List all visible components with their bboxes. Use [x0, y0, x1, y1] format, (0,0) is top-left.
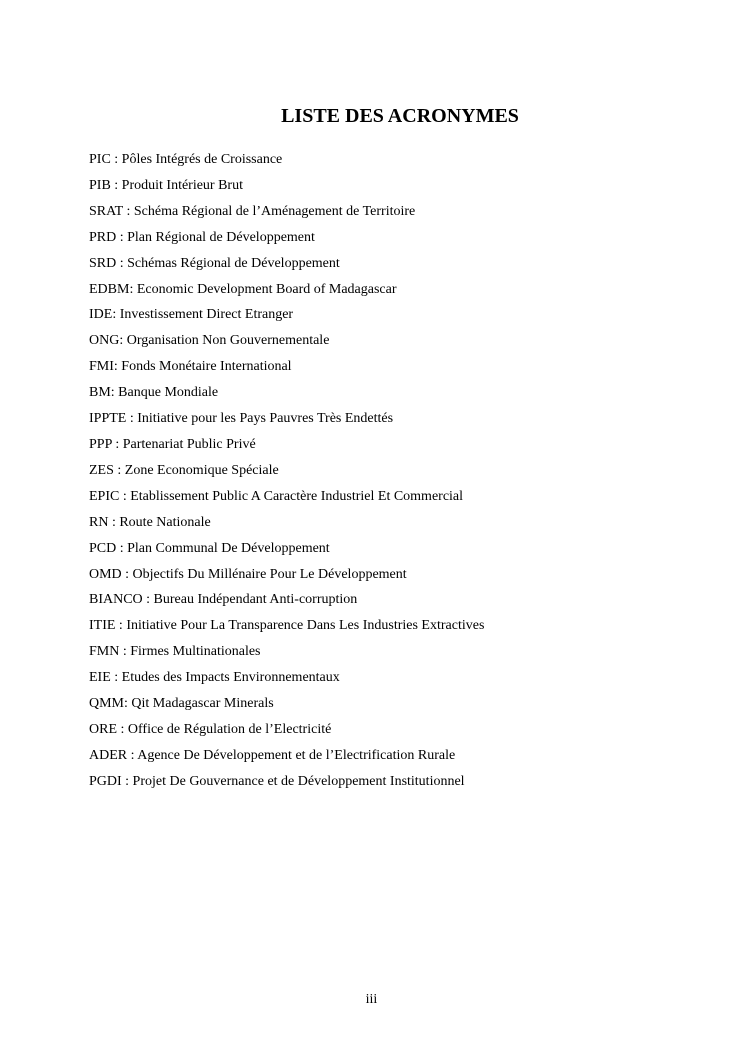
acronym-item: ITIE : Initiative Pour La Transparence Dans Les Industries Extractives	[89, 618, 485, 634]
acronym-item: RN : Route Nationale	[89, 514, 211, 530]
page-number: iii	[365, 992, 378, 1007]
acronym-item: ADER : Agence De Développement et de l’Electrification Rurale	[89, 747, 456, 763]
acronym-item: PCD : Plan Communal De Développement	[89, 540, 330, 556]
acronym-item: SRAT : Schéma Régional de l’Aménagement de Territoire	[89, 203, 416, 219]
acronym-item: PGDI : Projet De Gouvernance et de Développement Institutionnel	[89, 773, 465, 789]
page-title: LISTE DES ACRONYMES	[281, 105, 519, 128]
acronym-item: SRD : Schémas Régional de Développement	[89, 255, 340, 271]
acronym-item: FMN : Firmes Multinationales	[89, 644, 261, 660]
acronym-item: ONG: Organisation Non Gouvernementale	[89, 333, 330, 349]
acronym-item: BIANCO : Bureau Indépendant Anti-corruption	[89, 592, 358, 608]
acronym-item: ZES : Zone Economique Spéciale	[89, 462, 279, 478]
acronym-list	[89, 147, 729, 795]
acronym-item: FMI: Fonds Monétaire International	[89, 359, 292, 375]
acronym-item: EIE : Etudes des Impacts Environnementaux	[89, 670, 340, 686]
acronym-item: PIB : Produit Intérieur Brut	[89, 177, 243, 193]
acronym-item: QMM: Qit Madagascar Minerals	[89, 696, 274, 712]
acronym-item: IDE: Investissement Direct Etranger	[89, 307, 294, 323]
acronym-item: EDBM: Economic Development Board of Madagascar	[89, 281, 397, 297]
acronym-item: BM: Banque Mondiale	[89, 385, 219, 401]
acronym-item: EPIC : Etablissement Public A Caractère Industriel Et Commercial	[89, 488, 464, 504]
acronym-item: IPPTE : Initiative pour les Pays Pauvres Très Endettés	[89, 411, 394, 427]
acronym-item: ORE : Office de Régulation de l’Electricité	[89, 721, 332, 737]
acronym-item: OMD : Objectifs Du Millénaire Pour Le Développement	[89, 566, 407, 582]
acronym-item: PIC : Pôles Intégrés de Croissance	[89, 152, 283, 167]
acronym-item: PRD : Plan Régional de Développement	[89, 229, 315, 245]
acronym-item: PPP : Partenariat Public Privé	[89, 436, 256, 452]
